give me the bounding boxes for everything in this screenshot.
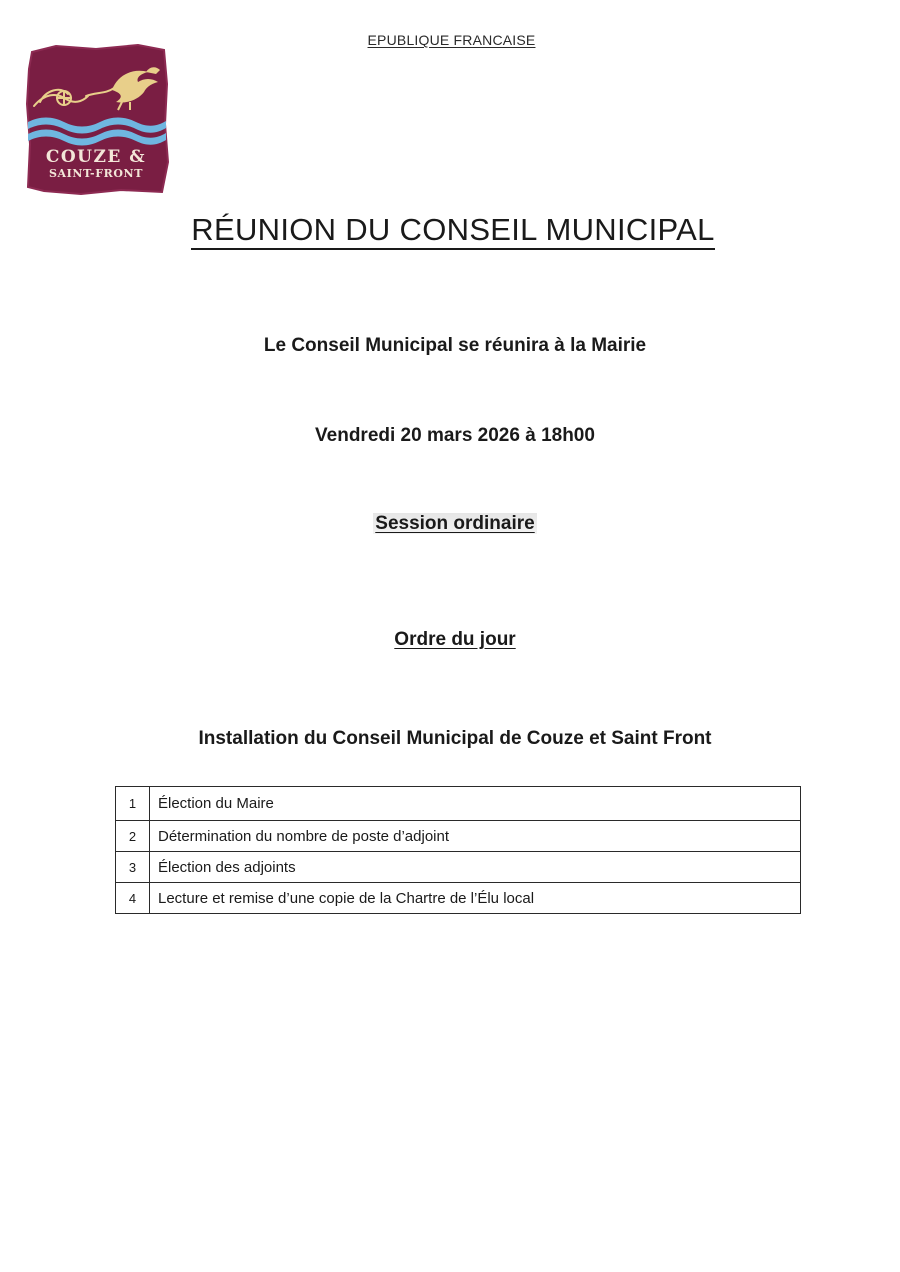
table-row <box>116 852 801 883</box>
item-number: 1 <box>116 787 150 821</box>
session-type-text: Session ordinaire <box>375 513 535 534</box>
item-label: Élection des adjoints <box>150 852 801 883</box>
agenda-table <box>115 786 801 914</box>
municipality-logo <box>26 44 169 195</box>
meeting-date: Vendredi 20 mars 2026 à 18h00 <box>315 425 595 446</box>
logo-text-line1: COUZE & <box>45 147 147 167</box>
item-label: Élection du Maire <box>150 787 801 821</box>
intro-text: Le Conseil Municipal se réunira à la Mairie <box>263 335 647 356</box>
table-row <box>116 883 801 914</box>
section-title: Installation du Conseil Municipal de Couze et Saint Front <box>198 728 712 749</box>
page-title <box>0 212 900 248</box>
item-label: Détermination du nombre de poste d’adjoint <box>150 821 801 852</box>
table-row <box>116 787 801 821</box>
agenda-heading <box>0 629 900 651</box>
agenda-heading-text: Ordre du jour <box>394 629 516 650</box>
item-number: 4 <box>116 883 150 914</box>
item-number: 2 <box>116 821 150 852</box>
item-number: 3 <box>116 852 150 883</box>
table-row <box>116 821 801 852</box>
republic-label: EPUBLIQUE FRANCAISE <box>367 32 536 48</box>
item-label: Lecture et remise d’une copie de la Chartre de l’Élu local <box>150 883 801 914</box>
logo-text-line2: SAINT-FRONT <box>49 167 143 180</box>
session-type <box>0 513 900 535</box>
page-title-text: RÉUNION DU CONSEIL MUNICIPAL <box>191 212 714 250</box>
